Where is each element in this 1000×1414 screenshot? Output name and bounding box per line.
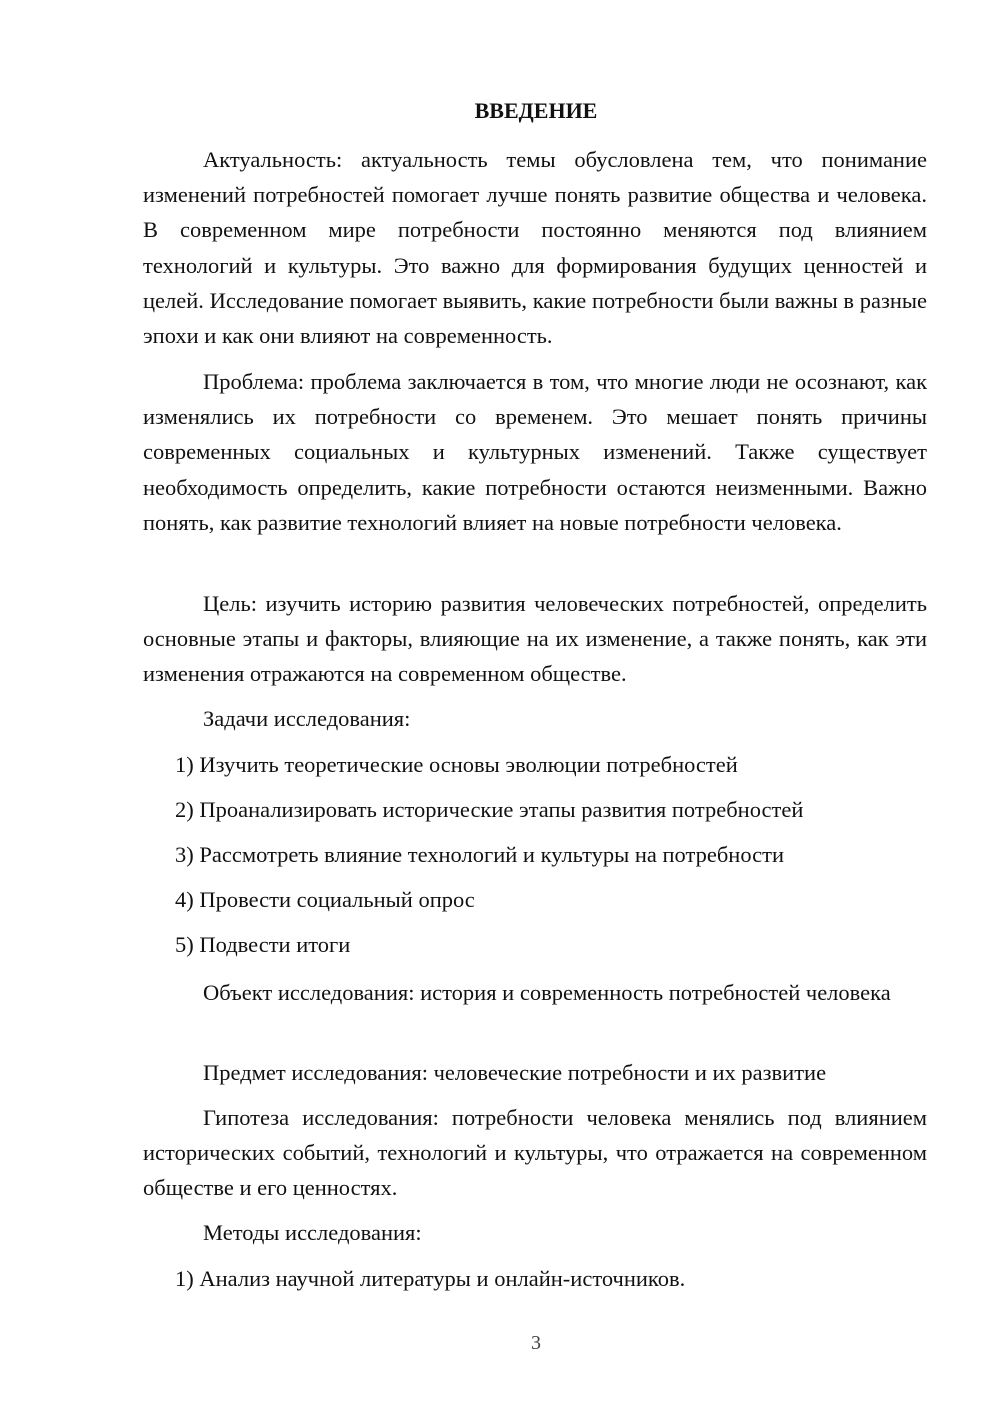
- subject-paragraph: Предмет исследования: человеческие потребности и их развитие: [203, 1060, 827, 1085]
- relevance-paragraph: Актуальность: актуальность темы обусловлена тем, что понимание изменений потребностей помогает лучше понять развитие общества и человека. В современном мире потребности постоянно меняются под влиянием технологий и культуры. Это важно для формирования будущих ценностей и целей. Исследование помогает выявить, какие потребности были важны в разные эпохи и как они влияют на современность.: [143, 147, 927, 349]
- hypothesis-paragraph: Гипотеза исследования: потребности человека менялись под влиянием исторических событий, технологий и культуры, что отражается на современном обществе и его ценностях.: [143, 1105, 927, 1201]
- list-item: 1) Анализ научной литературы и онлайн-источников.: [175, 1266, 686, 1291]
- list-item: 4) Провести социальный опрос: [175, 887, 475, 912]
- list-item: 3) Рассмотреть влияние технологий и культуры на потребности: [175, 842, 785, 867]
- list-item: 2) Проанализировать исторические этапы развития потребностей: [175, 797, 804, 822]
- object-paragraph: Объект исследования: история и современность потребностей человека: [203, 980, 891, 1005]
- methods-heading: Методы исследования:: [203, 1220, 422, 1245]
- list-item: 1) Изучить теоретические основы эволюции потребностей: [175, 752, 738, 777]
- problem-paragraph: Проблема: проблема заключается в том, что многие люди не осознают, как изменялись их потребности со временем. Это мешает понять причины современных социальных и культурных изменений. Также существует необходимость определить, какие потребности остаются неизменными. Важно понять, как развитие технологий влияет на новые потребности человека.: [143, 369, 927, 535]
- list-item: 5) Подвести итоги: [175, 932, 351, 957]
- page-number: 3: [531, 1332, 541, 1354]
- page-title: ВВЕДЕНИЕ: [474, 98, 598, 123]
- tasks-heading: Задачи исследования:: [203, 706, 411, 731]
- goal-paragraph: Цель: изучить историю развития человеческих потребностей, определить основные этапы и факторы, влияющие на их изменение, а также понять, как эти изменения отражаются на современном обществе.: [143, 591, 927, 687]
